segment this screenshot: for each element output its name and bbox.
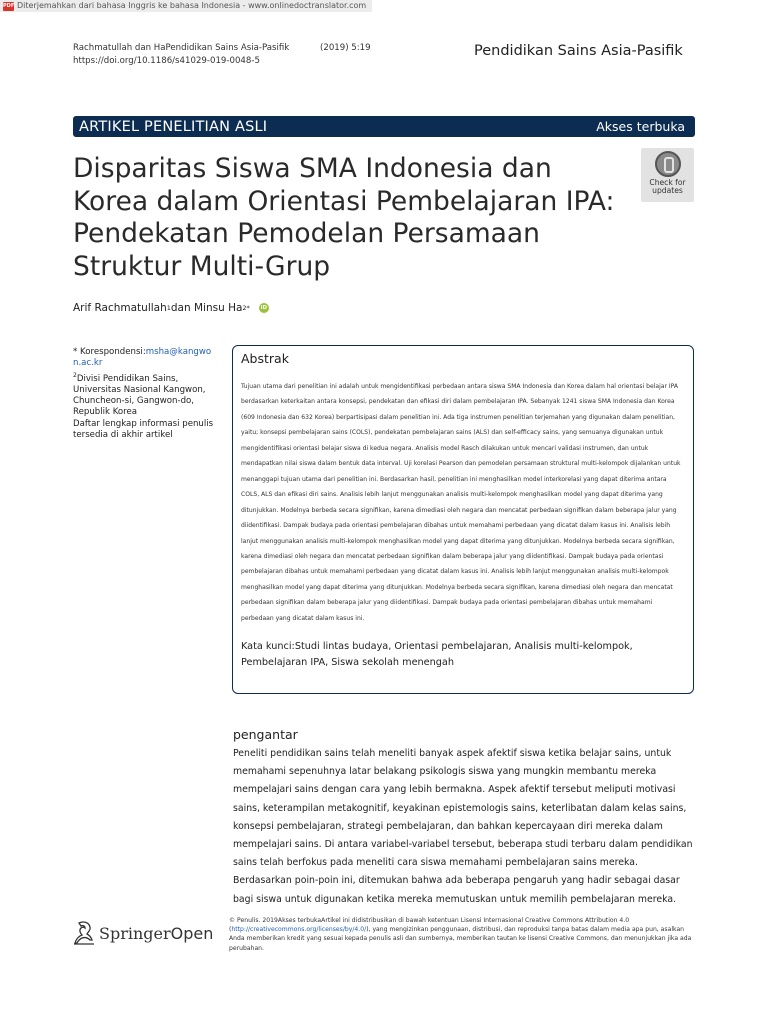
- article-type-bar: [73, 116, 695, 137]
- author-joiner[interactable]: dan Minsu Ha: [170, 302, 243, 314]
- correspondence-sidebar: [73, 347, 215, 441]
- keywords-label: Kata kunci:: [241, 641, 295, 653]
- running-header-year: (2019) 5:19: [320, 43, 371, 53]
- article-title: Disparitas Siswa SMA Indonesia dan Korea dalam Orientasi Pembelajaran IPA: Pendekatan Pemodelan Persamaan Struktur Multi-Grup: [73, 153, 615, 282]
- license-pre: © Penulis. 2019Akses terbukaArtikel ini didistribusikan di bawah ketentuan Lisensi Internasional Creative Commons Attribution 4.0 (: [229, 917, 630, 934]
- abstract-box: [232, 345, 694, 694]
- open-access-label: Akses terbuka: [596, 119, 685, 134]
- author-list: [73, 302, 269, 314]
- affiliation-text: Divisi Pendidikan Sains, Universitas Nasional Kangwon, Chuncheon-si, Gangwon-do, Republik Korea: [73, 373, 206, 418]
- springer-open-logo: [73, 920, 213, 946]
- translator-banner-text[interactable]: Diterjemahkan dari bahasa Inggris ke bahasa Indonesia - www.onlinedoctranslator.com: [17, 1, 367, 10]
- license-post: ), yang mengizinkan penggunaan, distribusi, dan reproduksi tanpa batas dalam media apa pun, asalkan Anda memberikan kredit yang sesuai kepada penulis asli dan sumbernya, memberikan tautan ke lisensi Creative Commons, dan menunjukkan jika ada perubahan.: [229, 926, 692, 952]
- springer-horse-icon: [73, 920, 95, 946]
- abstract-heading: Abstrak: [241, 351, 289, 366]
- author-1[interactable]: Arif Rachmatullah: [73, 302, 167, 314]
- check-for-updates-button[interactable]: [641, 148, 694, 202]
- email-link[interactable]: msha@kangwon.ac.kr: [73, 347, 212, 369]
- intro-heading: pengantar: [233, 727, 298, 742]
- article-type: ARTIKEL PENELITIAN ASLI: [79, 118, 268, 135]
- translator-banner[interactable]: [0, 0, 372, 12]
- crossmark-icon: [655, 151, 681, 177]
- author-info-note: Daftar lengkap informasi penulis tersedia di akhir artikel: [73, 418, 214, 440]
- correspondence-label: * Korespondensi:: [73, 347, 146, 357]
- abstract-body: Tujuan utama dari penelitian ini adalah untuk mengidentifikasi perbedaan antara siswa SMA Indonesia dan Korea dalam hal orientasi belajar IPA berdasarkan keterkaitan antara konsepsi, pendekatan dan efikasi diri dalam pembelajaran IPA. Sebanyak 1241 siswa SMA Indonesia dan Korea (609 Indonesia dan 632 Korea) berpartisipasi dalam penelitian ini. Ada tiga instrumen penelitian terjemahan yang digunakan dalam penelitian, yaitu; konsepsi pembelajaran sains (COLS), pendekatan pembelajaran sains (ALS) dan self-efficacy sains, yang semuanya digunakan untuk mengidentifikasi orientasi belajar siswa di kedua negara. Analisis model Rasch dilakukan untuk mencari validasi instrumen, dan untuk mendapatkan nilai siswa dalam bentuk data interval. Uji korelasi Pearson dan pemodelan persamaan struktural multi-kelompok dijalankan untuk menanggapi tujuan utama dari penelitian ini. Berdasarkan hasil, penelitian ini menghasilkan model interkorelasi yang dapat diterima antara COLS, ALS dan efikasi diri sains. Analisis lebih lanjut menggunakan analisis multi-kelompok menghasilkan model yang dapat diterima yang ditunjukkan. Modelnya berbeda secara signifikan, karena dimediasi oleh negara dan mencatat perbedaan signifikan dalam beberapa jalur yang diidentifikasi. Dampak budaya pada orientasi pembelajaran dibahas untuk memahami perbedaan yang dicatat dalam kasus ini. Analisis lebih lanjut menggunakan analisis multi-kelompok menghasilkan model yang dapat diterima yang ditunjukkan. Modelnya berbeda secara signifikan, karena dimediasi oleh negara dan mencatat perbedaan signifikan dalam beberapa jalur yang diidentifikasi. Dampak budaya pada orientasi pembelajaran dibahas untuk memahami perbedaan yang dicatat dalam kasus ini. Analisis lebih lanjut menggunakan analisis multi-kelompok menghasilkan model yang dapat diterima yang ditunjukkan. Modelnya berbeda secara signifikan, karena dimediasi oleh negara dan mencatat perbedaan signifikan dalam beberapa jalur yang diidentifikasi. Dampak budaya pada orientasi pembelajaran dibahas untuk memahami perbedaan yang dicatat dalam kasus ini.: [241, 383, 681, 622]
- doi-link[interactable]: https://doi.org/10.1186/s41029-019-0048-5: [73, 56, 260, 66]
- author-2-affil: 2*: [242, 304, 250, 312]
- license-text: [229, 916, 693, 953]
- pdf-icon: PDF: [3, 2, 15, 9]
- keywords: [241, 639, 685, 670]
- publisher-suffix: Open: [170, 923, 214, 943]
- keywords-list: Studi lintas budaya, Orientasi pembelajaran, Analisis multi-kelompok, Pembelajaran IPA, Siswa sekolah menengah: [241, 641, 633, 668]
- author-1-affil: 1: [166, 304, 171, 312]
- orcid-icon[interactable]: iD: [260, 305, 268, 311]
- publisher-name: Springer: [99, 923, 171, 943]
- check-badge-line1: Check for: [649, 178, 686, 187]
- check-badge-line2: updates: [652, 186, 683, 195]
- license-link[interactable]: http://creativecommons.org/licenses/by/4.0/: [231, 926, 367, 934]
- journal-name: Pendidikan Sains Asia-Pasifik: [474, 43, 683, 59]
- affiliation-number: 2: [73, 371, 77, 379]
- running-header-authors: Rachmatullah dan HaPendidikan Sains Asia-Pasifik: [73, 43, 290, 53]
- intro-body: Peneliti pendidikan sains telah meneliti banyak aspek afektif siswa ketika belajar sains, untuk memahami sepenuhnya latar belakang psikologis siswa yang mungkin membantu mereka mempelajari sains dengan cara yang lebih bermakna. Aspek afektif tersebut meliputi motivasi sains, keterampilan metakognitif, keyakinan epistemologis sains, keterlibatan dalam kelas sains, konsepsi pembelajaran, strategi pembelajaran, dan bahkan kepercayaan diri mereka dalam mempelajari sains. Di antara variabel-variabel tersebut, beberapa studi terbaru dalam pendidikan sains telah berfokus pada meneliti cara siswa memahami pembelajaran sains mereka. Berdasarkan poin-poin ini, ditemukan bahwa ada beberapa pengaruh yang hadir sebagai dasar bagi siswa untuk digunakan ketika mereka memutuskan untuk memilih pembelajaran mereka.: [233, 748, 693, 905]
